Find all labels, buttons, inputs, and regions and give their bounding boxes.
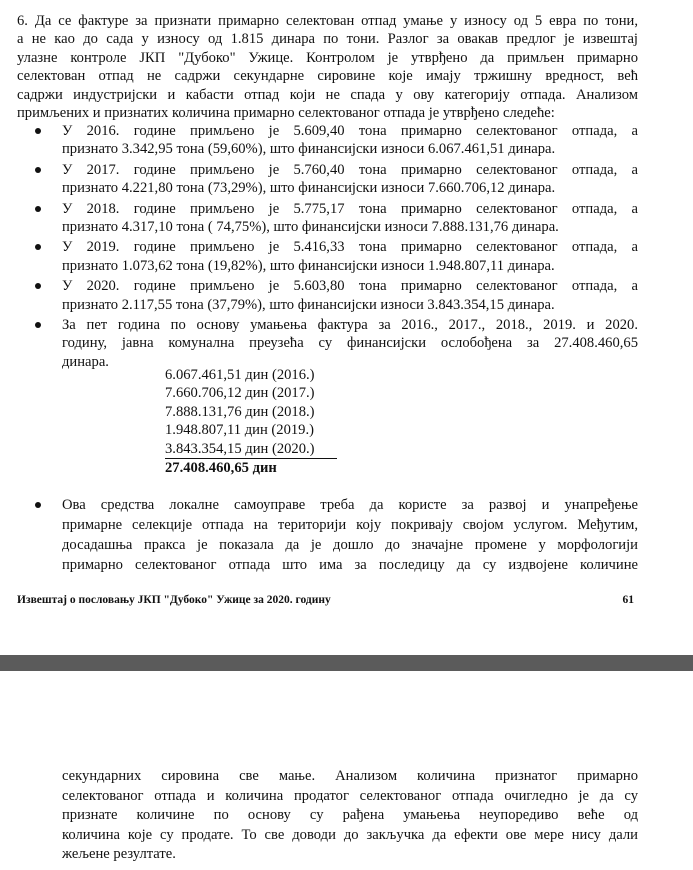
text-line: а не као до сада у износу од 1.815 динара по тони. Разлог за овакав предлог је извештај bbox=[17, 31, 638, 48]
list-item bbox=[17, 495, 638, 575]
text-line: У 2019. године примљено је 5.416,33 тона примарно селектованог отпада, а bbox=[62, 239, 638, 256]
sum-row: 3.843.354,15 дин (2020.) bbox=[165, 440, 337, 459]
footer-title: Извештај о пословању ЈКП "Дубоко" Ужице за 2020. годину bbox=[17, 594, 331, 606]
sum-row: 7.660.706,12 дин (2017.) bbox=[165, 385, 315, 402]
text-line: 6. Да се фактуре за признати примарно селектован отпад умање у износу од 5 евра по тони, bbox=[17, 13, 638, 29]
text-line: признате количине по основу су рађена умањења неупоредиво веће од bbox=[62, 807, 638, 824]
bullet-icon bbox=[35, 167, 41, 173]
bullet-icon bbox=[35, 206, 41, 212]
yearly-results-list bbox=[17, 122, 638, 373]
text-line: За пет година по основу умањења фактура за 2016., 2017., 2018., 2019. и 2020. bbox=[62, 317, 638, 334]
text-line: признато 4.317,10 тона ( 74,75%), што финансијски износи 7.888.131,76 динара. bbox=[62, 219, 559, 236]
text-line: примарне селекције отпада на територији коју покривају својом услугом. Међутим, bbox=[62, 517, 638, 533]
intro-paragraph bbox=[17, 12, 638, 122]
text-line: жељене резултате. bbox=[62, 846, 176, 863]
text-line: признато 1.073,62 тона (19,82%), што финансијски износи 1.948.807,11 динара. bbox=[62, 257, 555, 274]
text-line: секундарних сировина све мање. Анализом количина признатог примарно bbox=[62, 768, 638, 784]
text-line: селектованог отпада и количина продатог селектованог отпада очигледно је да су bbox=[62, 787, 638, 804]
text-line: У 2020. године примљено је 5.603,80 тона примарно селектованог отпада, а bbox=[62, 278, 638, 295]
bullet-icon bbox=[35, 128, 41, 134]
sum-row: 1.948.807,11 дин (2019.) bbox=[165, 422, 314, 439]
bullet-icon bbox=[35, 283, 41, 289]
text-line: Ова средства локалне самоуправе треба да користе за развој и унапређење bbox=[62, 497, 638, 513]
list-item bbox=[17, 122, 638, 159]
text-line: примарно селектованог отпада што има за последицу да су издвојене количине bbox=[62, 557, 638, 573]
list-item bbox=[17, 316, 638, 371]
sum-total: 27.408.460,65 дин bbox=[165, 460, 277, 477]
page-62 bbox=[0, 671, 693, 870]
text-line: количина које су продате. То све доводи до закључка да ефекти ове мере нису дали bbox=[62, 826, 638, 843]
text-line: досадашња пракса је показала да је дошло до значајне промене у морфологији bbox=[62, 537, 638, 553]
sum-table bbox=[165, 366, 340, 477]
text-line: селектован отпад не садржи секундарне сировине које имају тржишну вредност, већ bbox=[17, 68, 638, 85]
bullet-icon bbox=[35, 244, 41, 250]
list-item bbox=[17, 161, 638, 198]
list-item bbox=[17, 277, 638, 314]
text-line: У 2017. године примљено је 5.760,40 тона примарно селектованог отпада, а bbox=[62, 161, 638, 178]
text-line: улазне контроле ЈКП "Дубоко" Ужице. Контролом је утврђено да примљен примарно bbox=[17, 49, 638, 66]
sum-row: 7.888.131,76 дин (2018.) bbox=[165, 403, 315, 420]
text-line: динара. bbox=[62, 353, 109, 370]
text-line: У 2016. године примљено је 5.609,40 тона примарно селектованог отпада, а bbox=[62, 123, 638, 139]
page-divider bbox=[0, 655, 693, 671]
continuation-paragraph bbox=[62, 767, 638, 865]
sum-row: 6.067.461,51 дин (2016.) bbox=[165, 367, 315, 383]
text-line: годину, јавна комунална преузећа су финансијски ослобођена за 27.408.460,65 bbox=[62, 335, 638, 352]
bullet-icon bbox=[35, 502, 41, 508]
list-item bbox=[17, 238, 638, 275]
text-line: примљених и признатих количина примарно селектованог отпада је утврђено следеће: bbox=[17, 105, 555, 122]
bullet-icon bbox=[35, 322, 41, 328]
conclusion-list bbox=[17, 495, 638, 575]
page-footer bbox=[17, 594, 634, 606]
page-number: 61 bbox=[622, 594, 634, 606]
text-line: У 2018. године примљено је 5.775,17 тона примарно селектованог отпада, а bbox=[62, 200, 638, 217]
text-line: садржи индустријски и кабасти отпад који не спада у ову категорију отпада. Анализом bbox=[17, 86, 638, 103]
list-item bbox=[17, 200, 638, 237]
text-line: признато 2.117,55 тона (37,79%), што финансијски износи 3.843.354,15 динара. bbox=[62, 296, 555, 313]
text-line: признато 3.342,95 тона (59,60%), што финансијски износи 6.067.461,51 динара. bbox=[62, 141, 556, 158]
text-line: признато 4.221,80 тона (73,29%), што финансијски износи 7.660.706,12 динара. bbox=[62, 180, 556, 197]
